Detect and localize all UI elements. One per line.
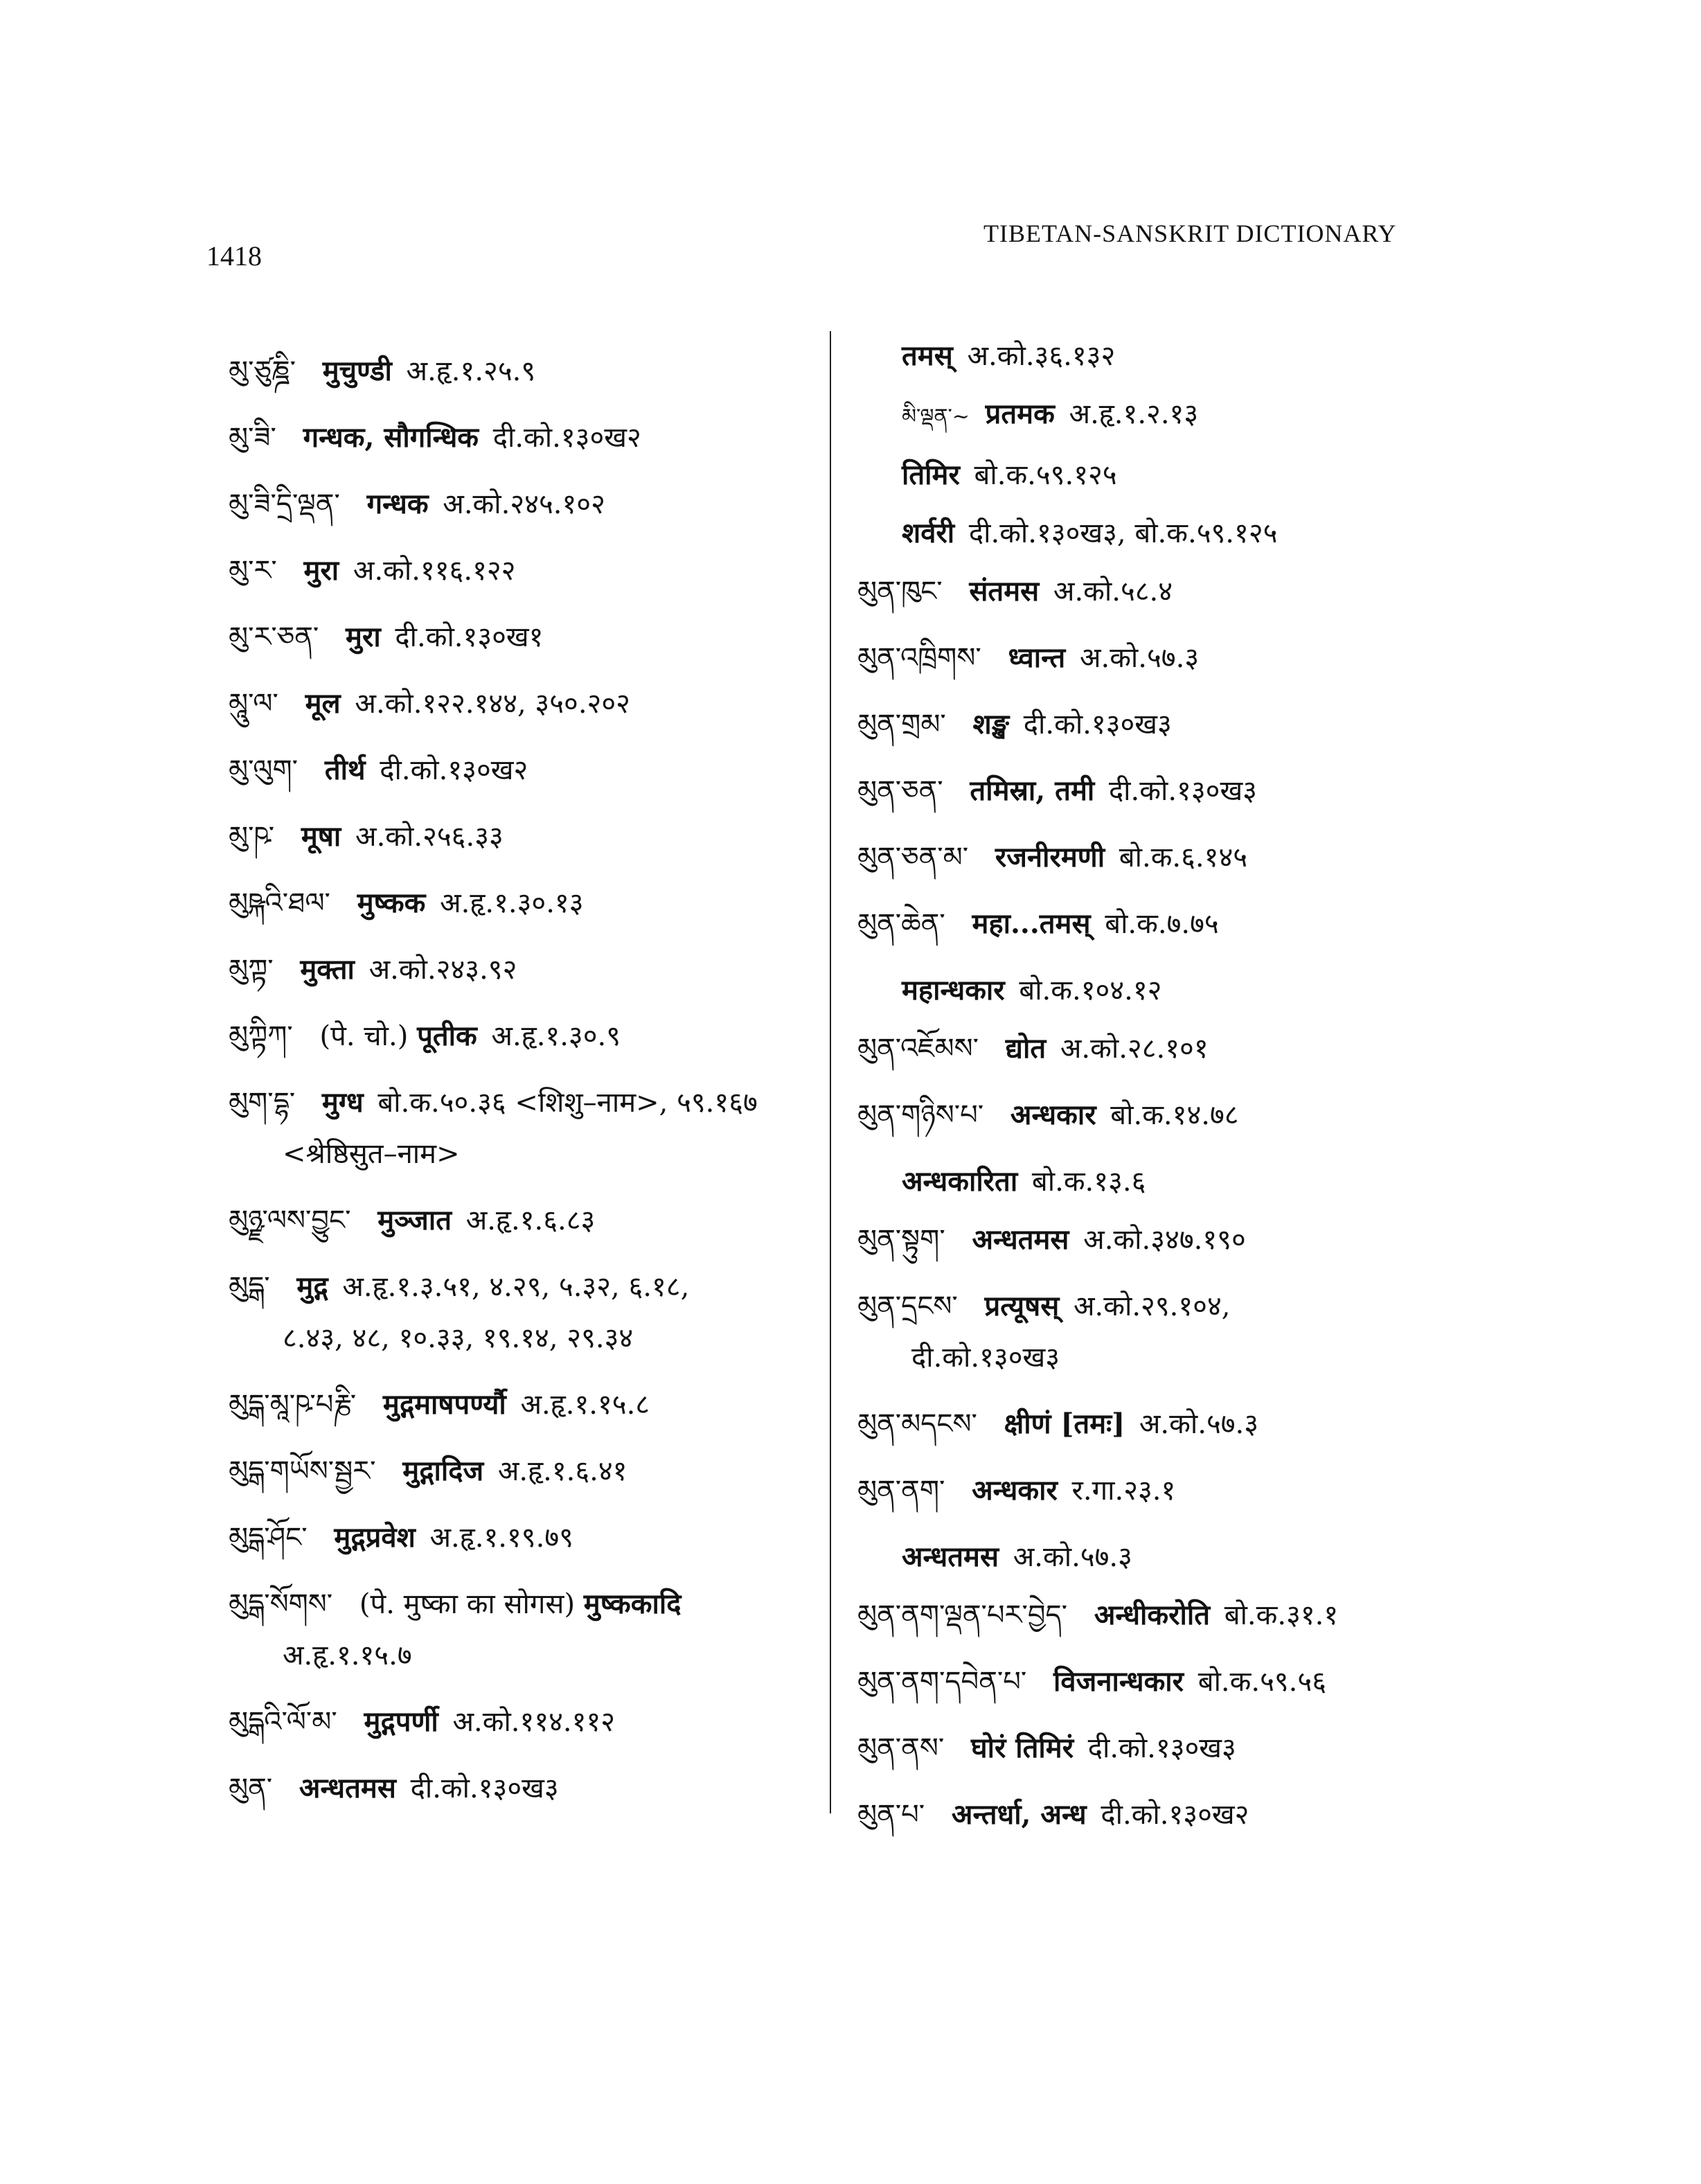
sanskrit-equivalent: विजनान्धकार (1053, 1665, 1184, 1698)
dictionary-subentry (857, 514, 1550, 553)
source-reference: अ.को.२४५.१०२ (443, 488, 605, 520)
sanskrit-equivalent: घोरं तिमिरं (970, 1732, 1074, 1764)
tibetan-headword: མུན་ཅན་མ་ (857, 842, 969, 873)
source-reference: दी.को.१३०ख२ (1101, 1799, 1249, 1831)
sanskrit-equivalent: गन्धक, सौगन्धिक (303, 421, 479, 454)
sanskrit-equivalent: अन्धतमस (902, 1541, 999, 1573)
sanskrit-equivalent: तमस् (902, 339, 953, 372)
sanskrit-equivalent: द्योत (1005, 1032, 1047, 1065)
source-reference: अ.को.२८.१०१ (1060, 1033, 1209, 1065)
sanskrit-equivalent: ध्वान्त (1008, 641, 1066, 674)
tibetan-headword: མུན་ནག་དབེན་པ་ (857, 1666, 1027, 1698)
tibetan-headword: མུན་ཅན་ (857, 775, 943, 807)
dictionary-entry (229, 1201, 824, 1240)
sanskrit-equivalent: तमिस्रा, तमी (970, 774, 1095, 807)
tibetan-headword: མཱུ་ལ་ (229, 688, 278, 720)
dictionary-entry (229, 817, 824, 856)
sanskrit-equivalent: अन्धकार (1010, 1099, 1096, 1131)
tibetan-headword: མུདྒ་ཤོང་ (229, 1522, 308, 1554)
source-reference: बो.क.३१.१ (1224, 1599, 1339, 1631)
sanskrit-equivalent: मूषा (301, 820, 341, 853)
dictionary-entry (229, 551, 824, 590)
dictionary-entry (229, 950, 824, 989)
source-reference: दी.को.१३०ख३, बो.क.५९.१२५ (968, 517, 1278, 549)
dictionary-entry (229, 352, 824, 391)
tibetan-headword: མུདྒ་མཱ་ཥ་པརྞི་ (229, 1389, 357, 1421)
tibetan-headword: མུན་འཇོམས་ (857, 1033, 979, 1065)
source-reference: अ.को.१२२.१४४, ३५०.२०२ (355, 688, 630, 720)
sanskrit-equivalent: मुष्ककादि (583, 1588, 682, 1620)
dictionary-entry (857, 572, 1550, 611)
tibetan-headword: མུ་ཟི་དྲི་ལྡན་ (229, 488, 340, 520)
source-reference: अ.को.२५६.३३ (355, 821, 504, 853)
dictionary-entry (229, 1769, 824, 1808)
source-note: (पे. चो.) (319, 1020, 409, 1052)
source-reference: अ.हृ.१.१९.७९ (429, 1522, 573, 1554)
sanskrit-equivalent: महा...तमस् (972, 907, 1091, 940)
sanskrit-equivalent: पूतीक (417, 1020, 477, 1052)
dictionary-entry (857, 1662, 1550, 1701)
source-reference: अ.को.११४.११२ (452, 1706, 616, 1738)
sanskrit-equivalent: प्रतमक (985, 398, 1055, 430)
tibetan-headword: མུན་པ་ (857, 1799, 925, 1831)
tibetan-headword: མུདྒ་སོགས་ (229, 1588, 333, 1620)
sanskrit-equivalent: रजनीरमणी (995, 841, 1105, 873)
tibetan-headword: མུན་མདངས་ (857, 1408, 977, 1440)
column-divider (830, 331, 831, 1813)
dictionary-entry (857, 1596, 1550, 1635)
entry-continuation: दी.को.१३०ख३ (911, 1342, 1060, 1374)
dictionary-entry (229, 1268, 824, 1358)
dictionary-subentry (857, 395, 1550, 436)
sanskrit-equivalent: अन्धीकरोति (1094, 1599, 1211, 1631)
tibetan-headword: མུན་སྟུག་ (857, 1224, 945, 1256)
sanskrit-equivalent: मुक्ता (300, 953, 355, 986)
tibetan-headword: མུན་ཁུང་ (857, 576, 943, 607)
sanskrit-equivalent: मुचुण्डी (322, 355, 392, 387)
sanskrit-equivalent: शङ्ख (972, 708, 1010, 740)
page-number: 1418 (206, 240, 262, 272)
source-reference: अ.को.२९.१०४, (1073, 1290, 1231, 1322)
source-reference: दी.को.१३०ख३ (410, 1773, 559, 1804)
tibetan-headword: མུ་ལུག་ (229, 754, 299, 786)
dictionary-entry (857, 772, 1550, 810)
sanskrit-equivalent: प्रत्यूषस् (984, 1290, 1060, 1322)
source-reference: बो.क.१४.७८ (1110, 1099, 1239, 1131)
source-reference: अ.को.५७.३ (1013, 1541, 1132, 1573)
source-reference: अ.हृ.१.३०.९ (491, 1020, 621, 1052)
dictionary-entry (857, 1471, 1550, 1510)
sanskrit-equivalent: अन्तर्धा, अन्ध (951, 1798, 1087, 1831)
entry-continuation: <श्रेष्ठिसुत–नाम> (283, 1138, 460, 1170)
tibetan-headword: མུཥྐའི་ཐལ་ (229, 887, 330, 919)
source-reference: अ.को.३६.१३२ (967, 340, 1116, 372)
tibetan-headword: མུ་ར་ཅན་ (229, 621, 319, 653)
dictionary-subentry (857, 1162, 1550, 1201)
source-reference: अ.को.३४७.१९० (1083, 1224, 1246, 1256)
tibetan-headword: མུན་ནས་ (857, 1732, 945, 1764)
source-reference: बो.क.१३.६ (1031, 1166, 1146, 1198)
dictionary-subentry (857, 337, 1550, 375)
right-column (857, 337, 1550, 1862)
source-reference: बो.क.५०.३६ <शिशु–नाम>, ५९.१६७ (377, 1087, 758, 1119)
source-reference: दी.को.१३०ख३ (1087, 1732, 1236, 1764)
dictionary-entry (229, 1703, 824, 1741)
sanskrit-equivalent: संतमस (969, 575, 1040, 607)
tibetan-headword: མུན་གྲམ་ (857, 709, 946, 740)
sanskrit-equivalent: मुष्कक (357, 887, 426, 919)
sanskrit-equivalent: अन्धतमस (299, 1772, 396, 1804)
entry-continuation: ८.४३, ४८, १०.३३, १९.१४, २९.३४ (283, 1322, 634, 1354)
source-reference: अ.हृ.१.६.८३ (465, 1205, 596, 1236)
source-reference: दी.को.१३०ख२ (492, 422, 641, 454)
dictionary-entry (229, 485, 824, 524)
dictionary-entry (857, 1405, 1550, 1444)
dictionary-entry (229, 1385, 824, 1424)
source-reference: बो.क.७.७५ (1105, 908, 1219, 940)
tibetan-headword: མུདྒའི་ལོ་མ་ (229, 1706, 337, 1738)
source-reference: अ.हृ.१.३०.१३ (440, 887, 584, 919)
dictionary-entry (229, 1083, 824, 1173)
dictionary-entry (229, 884, 824, 923)
dictionary-entry (857, 1220, 1550, 1259)
entry-continuation: अ.हृ.१.१५.७ (283, 1640, 412, 1671)
tibetan-headword: མུདྒ་གཡོས་སྦྱར་ (229, 1455, 376, 1487)
source-note: (पे. मुष्का का सोगस) (359, 1588, 576, 1620)
dictionary-entry (229, 618, 824, 657)
dictionary-subentry (857, 971, 1550, 1010)
source-reference: बो.क.५९.५६ (1197, 1666, 1326, 1698)
dictionary-entry (857, 705, 1550, 744)
sanskrit-equivalent: मुग्ध (321, 1086, 364, 1119)
dictionary-entry (229, 684, 824, 723)
tibetan-headword: མུ་ཥ་ (229, 821, 275, 853)
dictionary-entry (229, 751, 824, 790)
tibetan-headword: མུཀྟིཀ་ (229, 1020, 293, 1052)
tibetan-headword: མུཀྟ་ (229, 954, 274, 986)
source-reference: दी.को.१३०ख३ (1108, 775, 1257, 807)
source-reference: अ.हृ.१.२.१३ (1069, 398, 1199, 430)
sanskrit-equivalent: अन्धकार (972, 1474, 1058, 1507)
tibetan-headword: མུན་ཆེན་ (857, 908, 945, 940)
tibetan-headword: མུན་ (229, 1773, 273, 1804)
source-reference: अ.हृ.१.२५.९ (406, 355, 536, 387)
dictionary-subentry (857, 1538, 1550, 1577)
dictionary-entry (229, 418, 824, 457)
source-reference: र.गा.२३.१ (1071, 1475, 1176, 1507)
tibetan-headword: མུཉྫ་ལས་བྱུང་ (229, 1205, 351, 1236)
running-head: TIBETAN-SANSKRIT DICTIONARY (983, 220, 1397, 247)
sanskrit-equivalent: तिमिर (902, 459, 960, 491)
dictionary-entry (229, 1518, 824, 1557)
source-reference: अ.को.५७.३ (1139, 1408, 1259, 1440)
sanskrit-equivalent: मुद्गप्रवेश (334, 1521, 416, 1554)
dictionary-entry (857, 1029, 1550, 1068)
source-reference: अ.को.२४३.९२ (368, 954, 517, 986)
dictionary-entry (857, 1287, 1550, 1377)
dictionary-entry (857, 905, 1550, 943)
source-reference: दी.को.१३०ख१ (395, 621, 544, 653)
dictionary-entry (229, 1585, 824, 1675)
source-reference: दी.को.१३०ख२ (380, 754, 528, 786)
sanskrit-equivalent: मूल (305, 687, 341, 720)
dictionary-entry (857, 1795, 1550, 1834)
tibetan-headword: མུ་ཟི་ (229, 422, 276, 454)
sanskrit-equivalent: मुरा (346, 621, 381, 653)
sanskrit-equivalent: अन्धतमस (972, 1223, 1069, 1256)
dictionary-subentry (857, 456, 1550, 495)
tibetan-headword: མུན་གཉིས་པ་ (857, 1099, 984, 1131)
sanskrit-equivalent: क्षीणं [तमः] (1004, 1408, 1125, 1440)
source-reference: अ.हृ.१.६.४१ (497, 1455, 627, 1487)
tibetan-headword: མུ་ཙུཎྜི་ (229, 355, 296, 387)
dictionary-entry (229, 1452, 824, 1491)
dictionary-entry (857, 1096, 1550, 1135)
sanskrit-equivalent: शर्वरी (902, 517, 955, 549)
tibetan-headword: མུན་ནག་ལྡན་པར་བྱེད་ (857, 1599, 1068, 1631)
dictionary-entry (857, 1729, 1550, 1768)
sanskrit-equivalent: मुरा (303, 554, 339, 587)
tibetan-headword: མུན་འཁྲིགས་ (857, 642, 981, 674)
source-reference: अ.को.११६.१२२ (353, 555, 516, 587)
sanskrit-equivalent: मुद्गमाषपर्ण्यौ (382, 1388, 506, 1421)
sanskrit-equivalent: मुञ्जात (377, 1204, 452, 1236)
source-reference: अ.हृ.१.३.५१, ४.२९, ५.३२, ६.१८, (342, 1271, 690, 1303)
tibetan-headword: མུ་ར་ (229, 555, 277, 587)
dictionary-entry (857, 838, 1550, 877)
sanskrit-equivalent: मुद्गपर्णी (364, 1705, 438, 1738)
sanskrit-equivalent: तीर्थ (324, 754, 366, 786)
sanskrit-equivalent: गन्धक (366, 488, 429, 520)
tibetan-headword: མུན་ནག་ (857, 1475, 945, 1507)
dictionary-entry (229, 1017, 824, 1056)
source-reference: दी.को.१३०ख३ (1023, 709, 1172, 740)
source-reference: अ.हृ.१.१५.८ (520, 1389, 650, 1421)
tibetan-compound-prefix: མི་ལྡན་~ (902, 405, 970, 429)
tibetan-headword: མུདྒ་ (229, 1271, 270, 1303)
tibetan-headword: མུན་དྲངས་ (857, 1290, 958, 1322)
tibetan-headword: མུག་དྷ་ (229, 1087, 296, 1119)
source-reference: बो.क.१०४.१२ (1019, 975, 1162, 1006)
left-column (229, 352, 824, 1836)
source-reference: बो.क.६.१४५ (1119, 842, 1248, 873)
source-reference: अ.को.५८.४ (1053, 576, 1173, 607)
source-reference: अ.को.५७.३ (1079, 642, 1200, 674)
sanskrit-equivalent: महान्धकार (902, 974, 1005, 1006)
sanskrit-equivalent: मुद्गादिज (402, 1455, 484, 1487)
sanskrit-equivalent: अन्धकारिता (902, 1165, 1018, 1198)
dictionary-entry (857, 639, 1550, 677)
source-reference: बो.क.५९.१२५ (974, 459, 1117, 491)
sanskrit-equivalent: मुद्ग (296, 1270, 328, 1303)
